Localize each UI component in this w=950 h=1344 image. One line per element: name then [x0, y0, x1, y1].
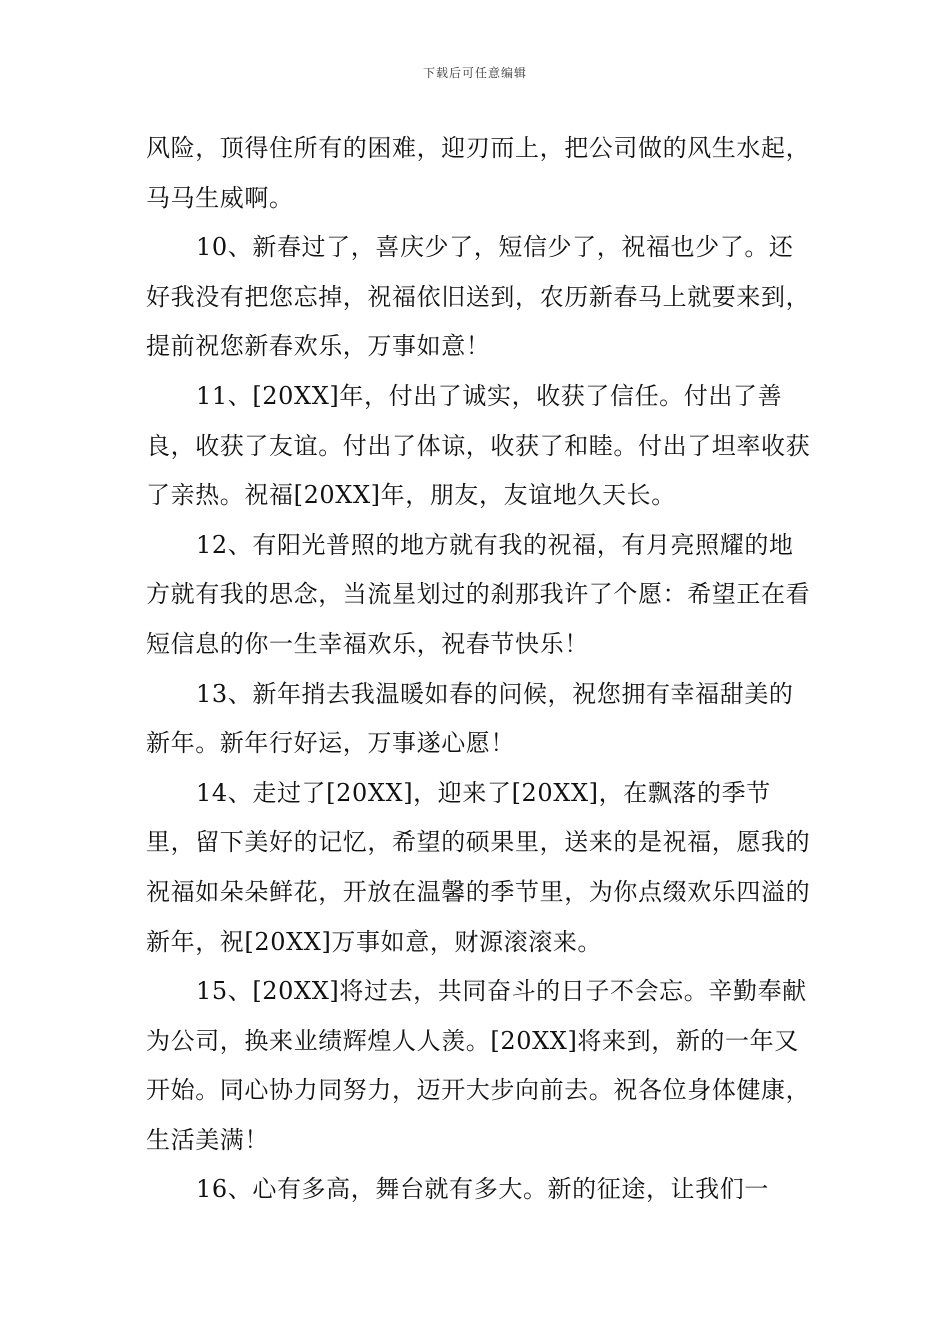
document-body — [146, 124, 811, 1215]
paragraph-item-14: 14、走过了[20XX]，迎来了[20XX]，在飘落的季节里，留下美好的记忆，希望的硕果里，送来的是祝福，愿我的祝福如朵朵鲜花，开放在温馨的季节里，为你点缀欢乐四溢的新年，祝[20XX]万事如意，财源滚滚来。 — [146, 778, 811, 956]
paragraph-continuation: 风险，顶得住所有的困难，迎刃而上，把公司做的风生水起，马马生威啊。 — [146, 134, 811, 212]
paragraph-item-16: 16、心有多高，舞台就有多大。新的征途，让我们一 — [196, 1175, 769, 1204]
page-header: 下载后可任意编辑 — [422, 66, 527, 80]
paragraph-item-11: 11、[20XX]年，付出了诚实，收获了信任。付出了善良，收获了友谊。付出了体谅，收获了和睦。付出了坦率收获了亲热。祝福[20XX]年，朋友，友谊地久天长。 — [146, 381, 811, 510]
paragraph-item-12: 12、有阳光普照的地方就有我的祝福，有月亮照耀的地方就有我的思念，当流星划过的刹那我许了个愿：希望正在看短信息的你一生幸福欢乐，祝春节快乐！ — [146, 530, 811, 658]
paragraph-item-15: 15、[20XX]将过去，共同奋斗的日子不会忘。辛勤奉献为公司，换来业绩辉煌人人羡。[20XX]将来到，新的一年又开始。同心协力同努力，迈开大步向前去。祝各位身体健康，生活美满！ — [146, 977, 811, 1154]
paragraph-item-10: 10、新春过了，喜庆少了，短信少了，祝福也少了。还好我没有把您忘掉，祝福依旧送到，农历新春马上就要来到，提前祝您新春欢乐，万事如意！ — [146, 233, 811, 361]
paragraph-item-13: 13、新年捎去我温暖如春的问候，祝您拥有幸福甜美的新年。新年行好运，万事遂心愿！ — [146, 679, 794, 758]
